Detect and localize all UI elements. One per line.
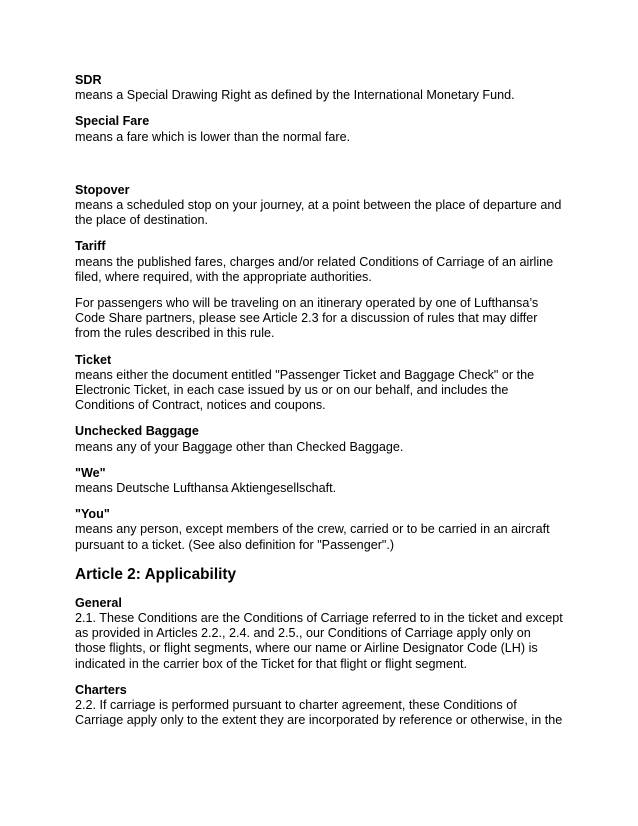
definition-text: means a fare which is lower than the normal fare. — [75, 129, 351, 144]
article-heading: Article 2: Applicability — [75, 565, 237, 583]
definition-term: Special Fare — [75, 114, 150, 129]
definition-term: Tariff — [75, 239, 106, 254]
definition-tariff — [75, 239, 565, 285]
definition-sdr — [75, 73, 565, 103]
definition-term: Stopover — [75, 182, 130, 197]
note-text: For passengers who will be traveling on an itinerary operated by one of Lufthansa’s Code Share partners, please see Article 2.3 for a discussion of rules that may differ from the rules described in this rule. — [75, 296, 539, 341]
definition-you — [75, 507, 565, 553]
definition-term: Unchecked Baggage — [75, 424, 199, 439]
definition-text: means a scheduled stop on your journey, at a point between the place of departure and the place of destination. — [75, 198, 562, 228]
code-share-note — [75, 296, 565, 342]
definition-ticket — [75, 353, 565, 414]
definition-text: means a Special Drawing Right as defined by the International Monetary Fund. — [75, 88, 515, 103]
definition-term: "You" — [75, 507, 110, 522]
document-content — [75, 73, 565, 729]
section-charters — [75, 683, 565, 729]
definition-text: means Deutsche Lufthansa Aktiengesellschaft. — [75, 481, 337, 496]
definition-text: means either the document entitled "Passenger Ticket and Baggage Check" or the Electronic Ticket, in each case issued by us or on our behalf, and includes the Conditions of Contract, notices and coupons. — [75, 367, 535, 413]
section-text: 2.1. These Conditions are the Conditions of Carriage referred to in the ticket and except as provided in Articles 2.2., 2.4. and 2.5., our Conditions of Carriage apply only on those flights, or flight segments, where our name or Airline Designator Code (LH) is indicated in the carrier box of the Ticket for that flight or flight segment. — [75, 611, 563, 671]
section-title: General — [75, 595, 122, 610]
section-text: 2.2. If carriage is performed pursuant to charter agreement, these Conditions of Carriage apply only to the extent they are incorporated by reference or otherwise, in the — [75, 698, 563, 728]
definition-text: means the published fares, charges and/or related Conditions of Carriage of an airline filed, where required, with the appropriate authorities. — [75, 254, 554, 284]
definition-stopover — [75, 183, 565, 229]
definition-term: SDR — [75, 73, 102, 87]
definition-term: "We" — [75, 465, 106, 480]
section-title: Charters — [75, 682, 127, 697]
section-general — [75, 596, 565, 672]
definition-text: means any of your Baggage other than Checked Baggage. — [75, 439, 404, 454]
definition-text: means any person, except members of the crew, carried or to be carried in an aircraft pursuant to a ticket. (See also definition for "Passenger".) — [75, 522, 550, 552]
definition-special-fare — [75, 114, 565, 144]
definition-unchecked-baggage — [75, 424, 565, 454]
definition-term: Ticket — [75, 352, 112, 367]
definition-we — [75, 466, 565, 496]
